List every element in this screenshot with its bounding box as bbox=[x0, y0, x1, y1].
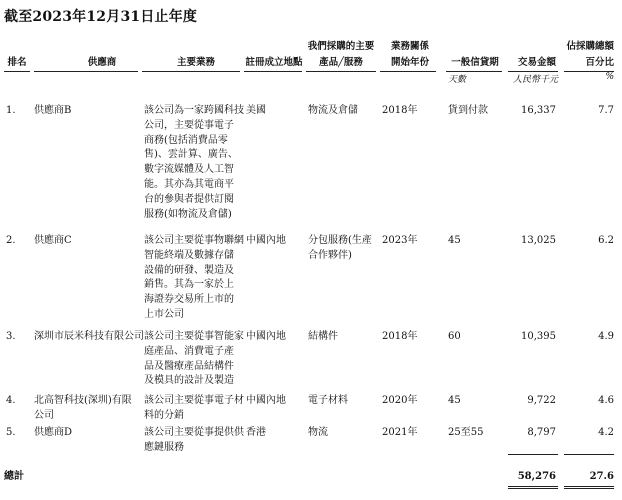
total-percent: 27.6 bbox=[589, 471, 614, 482]
row-business-line: 設備的研發、製造及 bbox=[144, 264, 234, 276]
row-credit-period: 45 bbox=[448, 235, 461, 246]
header-percent-line2: 百分比 bbox=[585, 57, 614, 68]
row-location: 香港 bbox=[246, 427, 266, 438]
row-business-line: 數字流媒體及人工智 bbox=[144, 164, 234, 176]
header-supplier: 供應商 bbox=[87, 57, 117, 68]
row-amount: 8,797 bbox=[527, 427, 556, 438]
total-rule-bottom-amount-2 bbox=[508, 488, 558, 489]
row-business-line: 服務(如物流及倉儲) bbox=[144, 208, 232, 220]
row-location: 美國 bbox=[246, 105, 266, 116]
row-business-line: 台的參與者提供訂閱 bbox=[144, 193, 234, 205]
header-start-line1: 業務關係 bbox=[390, 41, 429, 52]
row-business-line: 海證券交易所上市的 bbox=[144, 294, 234, 306]
header-rule-supplier bbox=[34, 71, 138, 72]
row-supplier-line: 北高智科技(深圳)有限 bbox=[34, 395, 132, 406]
header-rule-products bbox=[306, 71, 376, 72]
row-amount: 16,337 bbox=[521, 105, 556, 116]
row-rank: 1. bbox=[6, 105, 16, 116]
header-amount: 交易金額 bbox=[517, 57, 556, 68]
row-percent: 4.6 bbox=[598, 395, 614, 406]
row-business-line: 該公司為一家跨國科技 bbox=[144, 105, 244, 116]
row-start-year: 2020年 bbox=[382, 395, 418, 406]
row-business-line: 及模具的設計及製造 bbox=[144, 375, 234, 387]
row-credit-period: 貨到付款 bbox=[448, 105, 488, 116]
row-business-line: 該公司主要從事提供供 bbox=[144, 427, 244, 438]
row-rank: 2. bbox=[6, 235, 16, 246]
row-amount: 13,025 bbox=[521, 235, 556, 246]
row-business-line: 庭產品、消費電子產 bbox=[144, 345, 234, 357]
row-percent: 7.7 bbox=[598, 105, 614, 116]
row-business-line: 上市公司 bbox=[144, 309, 184, 320]
total-rule-bottom-percent-2 bbox=[564, 488, 614, 489]
row-credit-period: 25至55 bbox=[448, 427, 484, 438]
row-supplier-line: 深圳市辰米科技有限公司 bbox=[34, 331, 144, 342]
row-business-line: 該公司主要從事物聯網 bbox=[144, 235, 244, 246]
unit-amount: 人民幣千元 bbox=[512, 75, 558, 85]
total-amount: 58,276 bbox=[517, 471, 556, 482]
header-products-line1: 我們採購的主要 bbox=[307, 41, 375, 52]
row-products-line: 物流 bbox=[308, 427, 328, 438]
header-products-line2: 產品╱服務 bbox=[319, 57, 363, 68]
row-business-line: 該公司主要從事智能家 bbox=[144, 331, 244, 342]
unit-credit: 天數 bbox=[448, 75, 467, 85]
header-percent-line1: 佔採購總額 bbox=[566, 41, 614, 52]
row-supplier-line: 供應商B bbox=[34, 105, 72, 116]
header-business: 主要業務 bbox=[176, 57, 215, 68]
row-products-line: 結構件 bbox=[308, 331, 338, 342]
row-percent: 4.9 bbox=[598, 331, 614, 342]
row-business-line: 商務(包括消費品零 bbox=[144, 134, 228, 146]
header-rule-location bbox=[244, 71, 302, 72]
row-amount: 10,395 bbox=[521, 331, 556, 342]
header-location: 註冊成立地點 bbox=[245, 57, 303, 68]
total-rule-bottom-percent-1 bbox=[564, 486, 614, 487]
row-amount: 9,722 bbox=[527, 395, 556, 406]
total-rule-top-amount bbox=[508, 454, 558, 455]
total-rule-top-percent bbox=[564, 454, 614, 455]
total-rule-bottom-amount-1 bbox=[508, 486, 558, 487]
row-rank: 3. bbox=[6, 331, 16, 342]
row-business-line: 料的分銷 bbox=[144, 409, 184, 421]
header-start-line2: 開始年份 bbox=[390, 57, 429, 68]
total-label: 總計 bbox=[4, 471, 24, 482]
row-rank: 4. bbox=[6, 395, 16, 406]
unit-percent: % bbox=[605, 72, 614, 82]
row-business-line: 能。其亦為其電商平 bbox=[144, 179, 234, 190]
row-start-year: 2018年 bbox=[382, 105, 418, 116]
page-title: 截至2023年12月31日止年度 bbox=[4, 9, 198, 25]
row-rank: 5. bbox=[6, 427, 16, 438]
row-products-line: 分包服務(生產 bbox=[308, 235, 372, 246]
row-location: 中國內地 bbox=[246, 235, 286, 246]
row-business-line: 智能終端及數據存儲 bbox=[144, 249, 234, 261]
row-business-line: 該公司主要從事電子材 bbox=[144, 395, 244, 406]
header-rule-start bbox=[380, 71, 436, 72]
row-start-year: 2021年 bbox=[382, 427, 418, 438]
row-supplier-line: 供應商D bbox=[34, 427, 73, 438]
header-rank: 排名 bbox=[7, 57, 27, 68]
row-credit-period: 45 bbox=[448, 395, 461, 406]
header-rule-rank bbox=[4, 71, 30, 72]
row-products-line: 電子材料 bbox=[308, 395, 348, 406]
row-business-line: 品及醫療產品結構件 bbox=[144, 360, 234, 372]
row-location: 中國內地 bbox=[246, 395, 286, 406]
row-percent: 4.2 bbox=[598, 427, 614, 438]
row-credit-period: 60 bbox=[448, 331, 461, 342]
row-location: 中國內地 bbox=[246, 331, 286, 342]
row-business-line: 應鏈服務 bbox=[144, 441, 184, 453]
row-start-year: 2023年 bbox=[382, 235, 418, 246]
row-business-line: 銷售。其為一家於上 bbox=[144, 279, 234, 291]
row-supplier-line: 公司 bbox=[34, 409, 54, 421]
row-percent: 6.2 bbox=[598, 235, 614, 246]
row-business-line: 公司，主要從事電子 bbox=[144, 119, 234, 131]
row-products-line: 合作夥伴) bbox=[308, 249, 352, 261]
row-products-line: 物流及倉儲 bbox=[308, 105, 358, 116]
row-start-year: 2018年 bbox=[382, 331, 418, 342]
row-supplier-line: 供應商C bbox=[34, 235, 72, 246]
row-business-line: 售)、雲計算、廣告、 bbox=[144, 149, 238, 161]
header-credit: 一般信貸期 bbox=[451, 57, 499, 68]
header-rule-business bbox=[142, 71, 240, 72]
